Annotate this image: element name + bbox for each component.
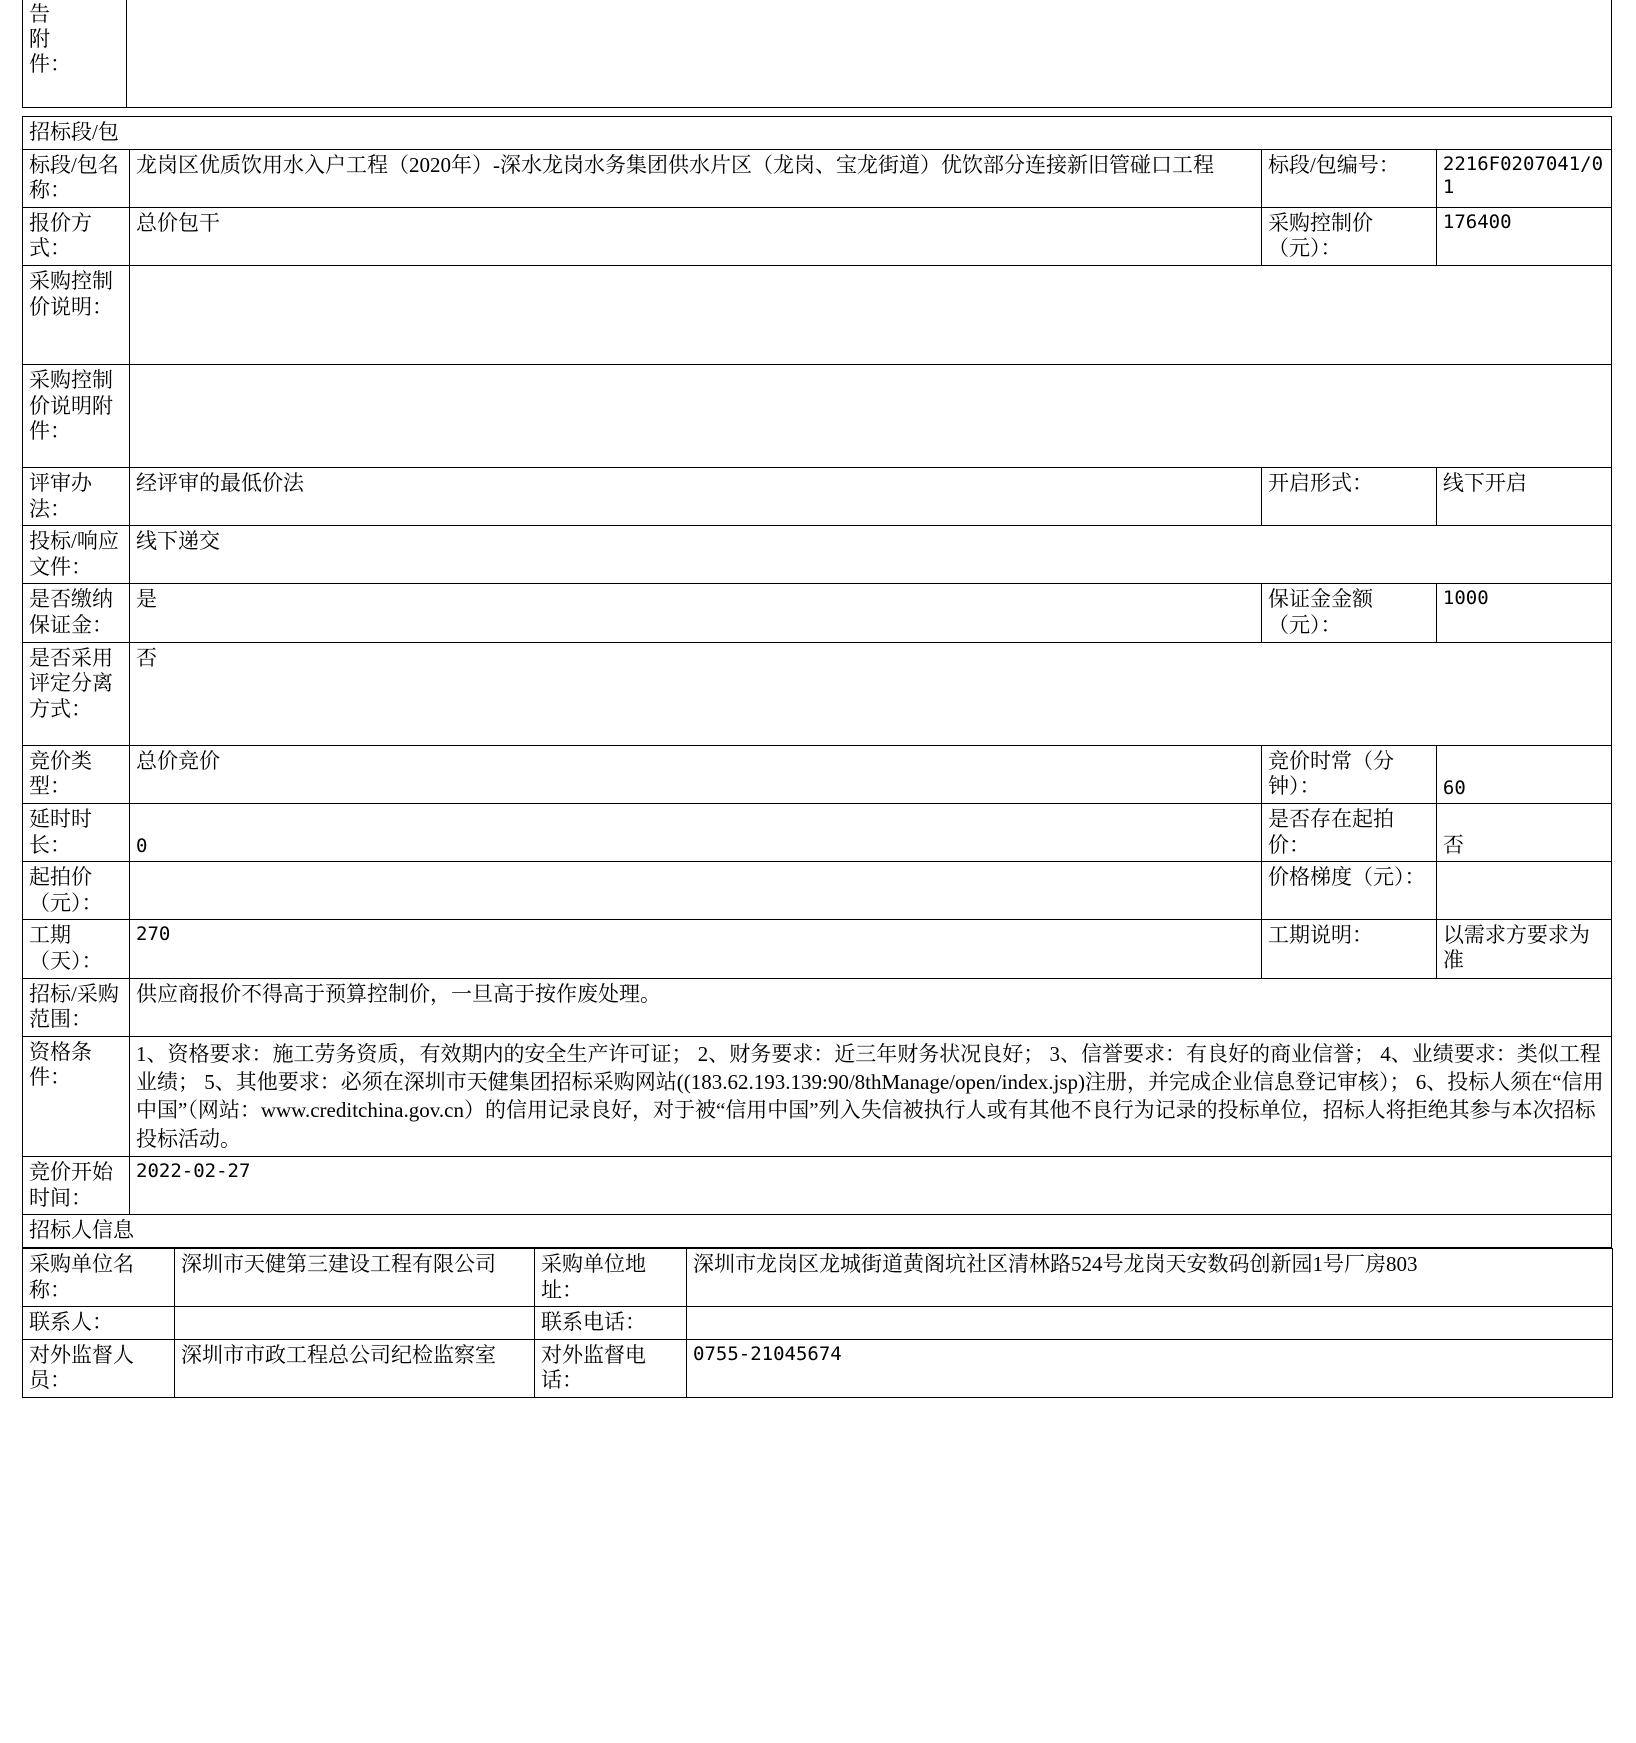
label-purchaser-name: 采购单位名称： — [23, 1249, 175, 1307]
value-open-form: 线下开启 — [1436, 468, 1611, 526]
attachment-label-line-3: 件： — [29, 52, 71, 77]
bidder-info-table — [22, 1248, 1613, 1398]
value-contact-phone — [687, 1307, 1613, 1340]
table-row — [23, 266, 1612, 365]
label-duration-desc: 工期说明： — [1261, 920, 1436, 978]
value-bid-code: 2216F0207041/01 — [1436, 149, 1611, 207]
table-row — [23, 642, 1612, 745]
value-duration: 270 — [130, 920, 1262, 978]
value-deposit-required: 是 — [130, 584, 1262, 642]
table-row — [23, 365, 1612, 468]
table-row — [23, 920, 1612, 978]
value-price-step — [1436, 862, 1611, 920]
value-control-price-desc — [130, 266, 1612, 365]
value-purchaser-address: 深圳市龙岗区龙城街道黄阁坑社区清林路524号龙岗天安数码创新园1号厂房803 — [687, 1249, 1613, 1307]
value-duration-desc: 以需求方要求为准 — [1436, 920, 1611, 978]
label-contact-person: 联系人： — [23, 1307, 175, 1340]
value-start-price — [130, 862, 1262, 920]
value-auction-start-time: 2022-02-27 — [130, 1157, 1612, 1215]
table-row — [23, 584, 1612, 642]
label-scope: 招标/采购范围： — [23, 978, 130, 1036]
label-bid-document: 投标/响应文件： — [23, 526, 130, 584]
label-supervisor: 对外监督人员： — [23, 1339, 175, 1397]
label-control-price-desc: 采购控制价说明： — [23, 266, 130, 365]
value-bid-name: 龙岗区优质饮用水入户工程（2020年）-深水龙岗水务集团供水片区（龙岗、宝龙街道）优饮部分连接新旧管碰口工程 — [130, 149, 1262, 207]
table-row — [23, 978, 1612, 1036]
value-delay-duration: 0 — [130, 803, 1262, 861]
value-auction-duration: 60 — [1436, 745, 1611, 803]
table-row — [23, 526, 1612, 584]
section-bid-section: 招标段/包 — [23, 117, 1612, 150]
table-row — [23, 1339, 1613, 1397]
value-quote-method: 总价包干 — [130, 207, 1262, 265]
value-control-price: 176400 — [1436, 207, 1611, 265]
label-duration: 工期（天）： — [23, 920, 130, 978]
value-supervisor: 深圳市市政工程总公司纪检监察室 — [175, 1339, 535, 1397]
section-header-row — [23, 1215, 1612, 1248]
label-qualification: 资格条件： — [23, 1036, 130, 1156]
value-has-start-price: 否 — [1436, 803, 1611, 861]
table-row — [23, 207, 1612, 265]
table-row — [23, 862, 1612, 920]
label-auction-start-time: 竞价开始时间： — [23, 1157, 130, 1215]
value-bid-document: 线下递交 — [130, 526, 1612, 584]
page-footer-space — [0, 1398, 1636, 1558]
attachment-value — [127, 0, 1611, 107]
label-auction-duration: 竞价时常（分钟）： — [1261, 745, 1436, 803]
label-control-price-desc-attachment: 采购控制价说明附件： — [23, 365, 130, 468]
table-row — [23, 1036, 1612, 1156]
label-review-method: 评审办法： — [23, 468, 130, 526]
value-evaluation-separation: 否 — [130, 642, 1612, 745]
table-row — [23, 1249, 1613, 1307]
table-row — [23, 1157, 1612, 1215]
value-scope: 供应商报价不得高于预算控制价，一旦高于按作废处理。 — [130, 978, 1612, 1036]
label-quote-method: 报价方式： — [23, 207, 130, 265]
label-bid-name: 标段/包名称： — [23, 149, 130, 207]
section-bidder-info: 招标人信息 — [23, 1215, 1612, 1248]
label-bid-code: 标段/包编号： — [1261, 149, 1436, 207]
value-supervisor-phone: 0755-21045674 — [687, 1339, 1613, 1397]
label-open-form: 开启形式： — [1261, 468, 1436, 526]
top-attachment-box — [22, 0, 1612, 108]
table-row — [23, 468, 1612, 526]
table-row — [23, 1307, 1613, 1340]
label-delay-duration: 延时时长： — [23, 803, 130, 861]
value-deposit-amount: 1000 — [1436, 584, 1611, 642]
attachment-label-line-1: 告 — [29, 2, 50, 26]
value-contact-person — [175, 1307, 535, 1340]
label-supervisor-phone: 对外监督电话： — [535, 1339, 687, 1397]
value-purchaser-name: 深圳市天健第三建设工程有限公司 — [175, 1249, 535, 1307]
table-row — [23, 803, 1612, 861]
section-header-row — [23, 117, 1612, 150]
label-contact-phone: 联系电话： — [535, 1307, 687, 1340]
value-review-method: 经评审的最低价法 — [130, 468, 1262, 526]
label-has-start-price: 是否存在起拍价： — [1261, 803, 1436, 861]
label-evaluation-separation: 是否采用评定分离方式： — [23, 642, 130, 745]
label-price-step: 价格梯度（元）： — [1261, 862, 1436, 920]
label-control-price: 采购控制价（元）： — [1261, 207, 1436, 265]
value-auction-type: 总价竞价 — [130, 745, 1262, 803]
bid-detail-table — [22, 116, 1612, 1248]
label-auction-type: 竞价类型： — [23, 745, 130, 803]
attachment-label — [23, 0, 127, 107]
table-row — [23, 745, 1612, 803]
value-qualification: 1、资格要求：施工劳务资质，有效期内的安全生产许可证； 2、财务要求：近三年财务状况良好； 3、信誉要求：有良好的商业信誉； 4、业绩要求：类似工程业绩； 5、其他要求：必须在深圳市天健集团招标采购网站((183.62.193.139:90/8thManage/open/index.jsp)注册，并完成企业信息登记审核）； 6、投标人须在“信用中国”（网站：www.creditchina.gov.cn）的信用记录良好，对于被“信用中国”列入失信被执行人或有其他不良行为记录的投标单位，招标人将拒绝其参与本次招标投标活动。 — [130, 1036, 1612, 1156]
label-start-price: 起拍价（元）： — [23, 862, 130, 920]
attachment-label-line-2: 附 — [29, 27, 50, 52]
label-purchaser-address: 采购单位地址： — [535, 1249, 687, 1307]
label-deposit-amount: 保证金金额（元）： — [1261, 584, 1436, 642]
table-row — [23, 149, 1612, 207]
label-deposit-required: 是否缴纳保证金： — [23, 584, 130, 642]
value-control-price-desc-attachment — [130, 365, 1612, 468]
